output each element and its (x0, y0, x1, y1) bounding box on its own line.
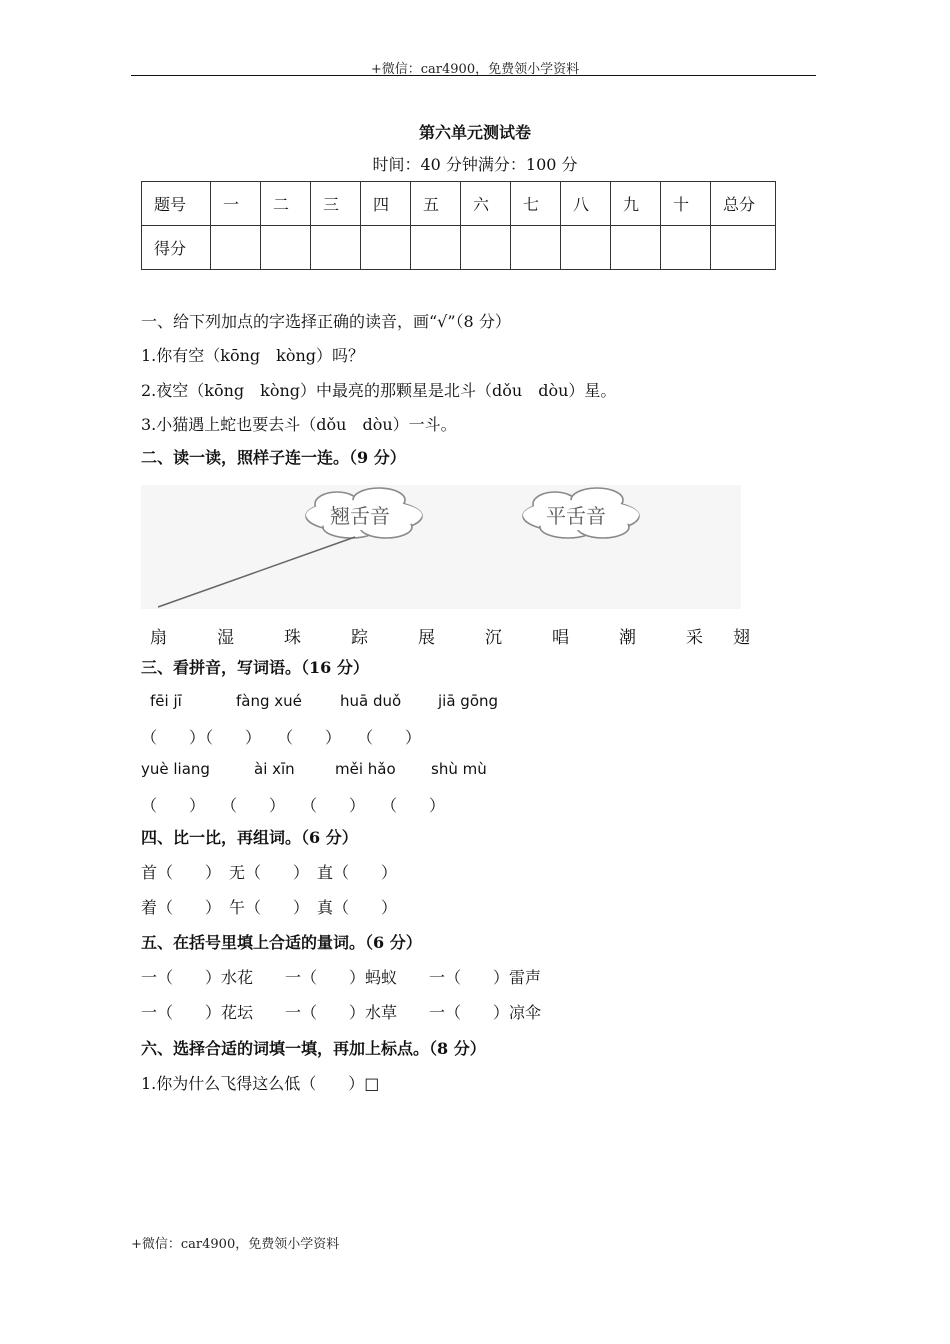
table-cell: 一 (211, 182, 261, 226)
section6-heading: 六、选择合适的词填一填，再加上标点。（8 分） (141, 1039, 486, 1058)
pinyin-item: měi hǎo (335, 760, 396, 778)
table-cell: 二 (261, 182, 311, 226)
example-connection-line (158, 537, 355, 607)
page-title: 第六单元测试卷 (418, 123, 531, 142)
pinyin-item: shù mù (431, 760, 487, 778)
score-cell[interactable] (611, 226, 661, 270)
pinyin-answer-blanks[interactable]: （ ）（ ） （ ） （ ） (141, 728, 422, 747)
score-cell[interactable] (661, 226, 711, 270)
section1-question-2: 2.夜空（kōng kòng）中最亮的那颗星是北斗（dǒu dòu）星。 (141, 381, 617, 400)
section1-question-3: 3.小猫遇上蛇也要去斗（dǒu dòu）一斗。 (141, 415, 457, 434)
cloud-right-label: 平舌音 (546, 504, 606, 528)
table-cell: 题号 (142, 182, 211, 226)
table-cell: 七 (511, 182, 561, 226)
score-cell[interactable] (211, 226, 261, 270)
score-cell[interactable] (261, 226, 311, 270)
pinyin-item: yuè liang (141, 760, 210, 778)
table-cell: 九 (611, 182, 661, 226)
compare-row[interactable]: 着（ ） 午（ ） 真（ ） (141, 898, 398, 917)
match-char[interactable]: 唱 (552, 628, 569, 648)
matching-diagram (141, 485, 741, 609)
score-cell[interactable] (411, 226, 461, 270)
score-cell[interactable] (711, 226, 776, 270)
section6-question-1[interactable]: 1.你为什么飞得这么低（ ）□ (141, 1074, 380, 1093)
score-table-score-row (142, 226, 776, 270)
cloud-left-label: 翘舌音 (330, 504, 390, 528)
score-cell[interactable] (511, 226, 561, 270)
section1-heading: 一、给下列加点的字选择正确的读音，画“√”（8 分） (141, 312, 511, 331)
compare-row[interactable]: 首（ ） 无（ ） 直（ ） (141, 863, 398, 882)
matching-image (141, 485, 741, 609)
score-cell[interactable] (311, 226, 361, 270)
pinyin-item: huā duǒ (340, 692, 402, 710)
section1-question-1: 1.你有空（kōng kòng）吗？ (141, 346, 365, 365)
section5-heading: 五、在括号里填上合适的量词。（6 分） (141, 933, 422, 952)
match-char[interactable]: 潮 (619, 628, 636, 648)
score-table (141, 181, 776, 270)
page-subtitle: 时间：40 分钟满分：100 分 (372, 155, 578, 174)
measure-word-row[interactable]: 一（ ）花坛 一（ ）水草 一（ ）凉伞 (141, 1003, 542, 1022)
measure-word-row[interactable]: 一（ ）水花 一（ ）蚂蚁 一（ ）雷声 (141, 968, 542, 987)
pinyin-answer-blanks[interactable]: （ ） （ ） （ ） （ ） (141, 796, 446, 815)
score-cell[interactable] (561, 226, 611, 270)
match-char[interactable]: 展 (418, 628, 435, 648)
pinyin-item: fēi jī (150, 692, 182, 710)
match-char[interactable]: 扇 (150, 628, 167, 648)
pinyin-item: ài xīn (254, 760, 295, 778)
table-cell: 三 (311, 182, 361, 226)
table-cell: 八 (561, 182, 611, 226)
table-cell: 四 (361, 182, 411, 226)
match-char[interactable]: 湿 (217, 628, 234, 648)
table-cell: 十 (661, 182, 711, 226)
table-cell: 五 (411, 182, 461, 226)
score-cell[interactable] (461, 226, 511, 270)
section3-heading: 三、看拼音，写词语。（16 分） (141, 658, 369, 677)
table-cell: 总分 (711, 182, 776, 226)
score-table-header-row (142, 182, 776, 226)
score-cell[interactable] (361, 226, 411, 270)
match-char[interactable]: 踪 (351, 628, 368, 648)
header-rule (131, 75, 816, 76)
match-char[interactable]: 采 (686, 628, 703, 648)
pinyin-item: jiā gōng (438, 692, 499, 710)
match-char[interactable]: 沉 (485, 628, 502, 648)
section4-heading: 四、比一比，再组词。（6 分） (141, 828, 358, 847)
header-note: +微信：car4900，免费领小学资料 (370, 62, 580, 77)
section2-heading: 二、读一读，照样子连一连。（9 分） (141, 448, 406, 467)
match-char[interactable]: 珠 (284, 628, 301, 648)
pinyin-item: fàng xué (236, 692, 302, 710)
table-cell: 得分 (142, 226, 211, 270)
table-cell: 六 (461, 182, 511, 226)
footer-note: +微信：car4900，免费领小学资料 (131, 1237, 340, 1252)
match-char[interactable]: 翅 (733, 628, 750, 648)
